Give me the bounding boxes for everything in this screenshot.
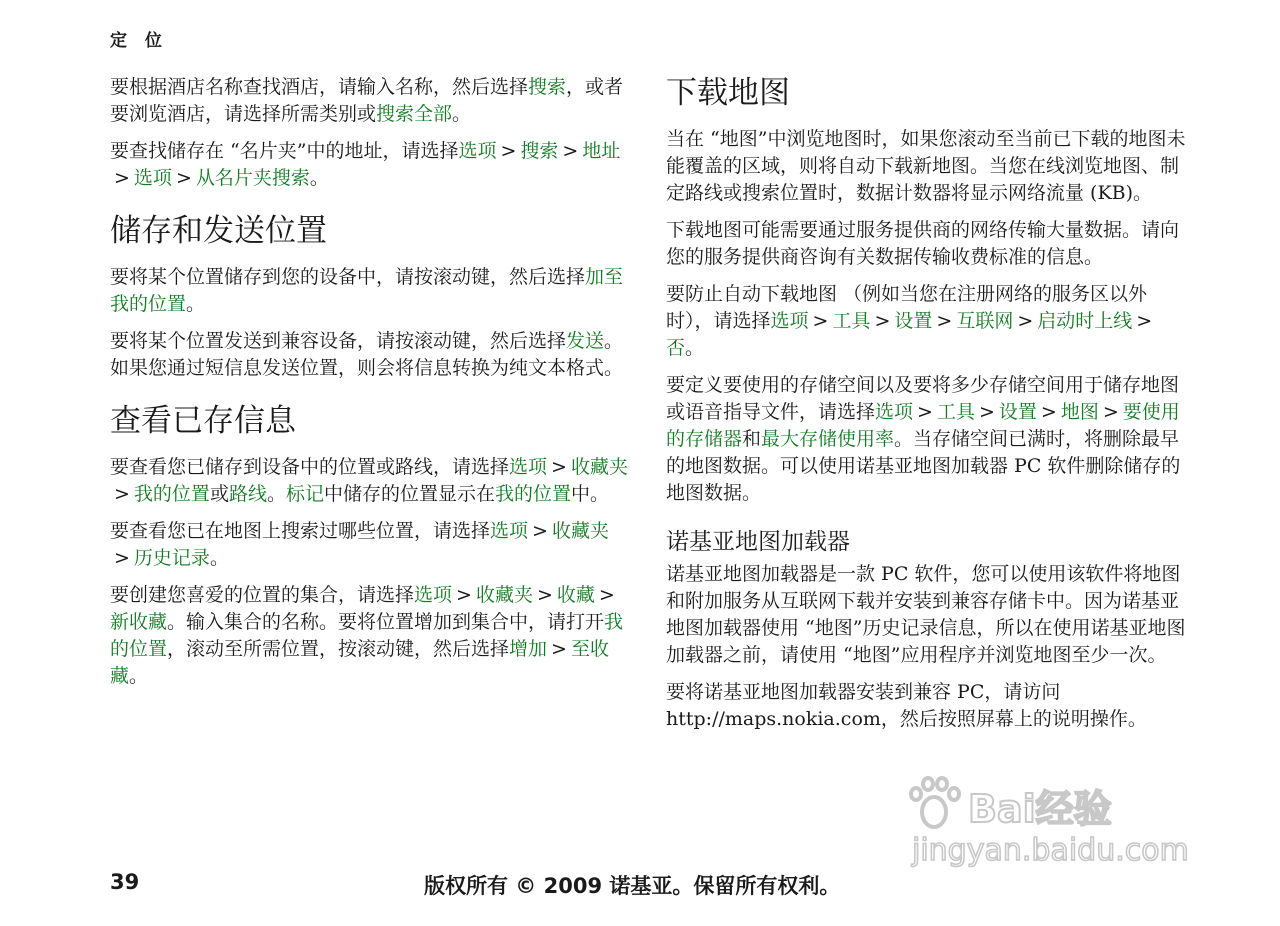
menu-term-settings: 设置	[998, 401, 1037, 423]
menu-term-collections: 收藏	[556, 584, 595, 606]
menu-term-search: 搜索	[528, 76, 567, 98]
paragraph-hotel-search: 要根据酒店名称查找酒店，请输入名称，然后选择搜索，或者要浏览酒店，请选择所需类别或搜索全部。	[110, 76, 624, 125]
separator: >	[114, 483, 130, 505]
menu-term-map: 地图	[1060, 401, 1099, 423]
separator: >	[917, 401, 933, 423]
paragraph-collections: 要创建您喜爱的位置的集合，请选择选项 > 收藏夹 > 收藏 >新收藏。输入集合的名称。要将位置增加到集合中，请打开我的位置，滚动至所需位置，按滚动键，然后选择增加 > 至收藏。	[110, 584, 624, 687]
menu-term-favourites: 收藏夹	[551, 520, 609, 542]
menu-term-options: 选项	[133, 167, 172, 189]
separator: >	[598, 584, 615, 606]
separator: >	[551, 456, 567, 478]
watermark-url-text: jingyan.baidu.com	[912, 833, 1189, 868]
menu-term-landmarks: 标记	[285, 483, 324, 505]
separator: >	[456, 584, 472, 606]
paragraph-history: 要查看您已在地图上搜索过哪些位置，请选择选项 > 收藏夹> 历史记录。	[110, 520, 609, 569]
menu-term-max-memory-usage: 最大存储使用率	[761, 428, 895, 450]
menu-term-options: 选项	[490, 520, 529, 542]
separator: >	[978, 401, 995, 423]
watermark-brand-text: Bai经验	[968, 787, 1112, 831]
heading-nokia-map-loader: 诺基亚地图加载器	[666, 529, 850, 555]
menu-term-internet: 互联网	[956, 310, 1014, 332]
menu-term-options: 选项	[414, 584, 453, 606]
menu-term-send: 发送	[566, 330, 605, 352]
menu-term-add-to-my-places: 加至我的位置	[110, 266, 624, 315]
copyright-notice: 版权所有 © 2009 诺基亚。保留所有权利。	[424, 874, 841, 898]
menu-term-search: 搜索	[520, 140, 559, 162]
paragraph-view-saved-places: 要查看您已储存到设备中的位置或路线，请选择选项 > 收藏夹> 我的位置或路线。标记中储存的位置显示在我的位置中。	[110, 456, 628, 505]
menu-term-go-online-at-start: 启动时上线	[1037, 310, 1133, 332]
separator: >	[1040, 401, 1057, 423]
menu-term-options: 选项	[770, 310, 809, 332]
paragraph-contacts-address: 要查找储存在 “名片夹”中的地址，请选择选项 > 搜索 > 地址> 选项 > 从名片夹搜索。	[110, 140, 621, 189]
menu-term-search-all: 搜索全部	[376, 103, 453, 125]
separator: >	[812, 310, 829, 332]
menu-term-my-places: 我的位置	[495, 483, 572, 505]
heading-store-send: 储存和发送位置	[110, 213, 327, 249]
paragraph-map-loader-install: 要将诺基亚地图加载器安装到兼容 PC，请访问 http://maps.nokia.com，然后按照屏幕上的说明操作。	[666, 681, 1147, 730]
separator: >	[175, 167, 192, 189]
menu-term-my-places: 我的位置	[133, 483, 210, 505]
separator: >	[1017, 310, 1034, 332]
left-column	[110, 74, 630, 700]
separator: >	[551, 638, 567, 660]
menu-term-to-collection: 至收藏	[110, 638, 609, 687]
page-number: 39	[110, 870, 140, 894]
menu-term-new-collection: 新收藏	[110, 611, 168, 633]
baidu-jingyan-watermark	[906, 772, 1206, 868]
paragraph-auto-download: 当在 “地图”中浏览地图时，如果您滚动至当前已下载的地图未能覆盖的区域，则将自动下载新地图。当您在线浏览地图、制定路线或搜索位置时，数据计数器将显示网络流量 (KB)。	[666, 128, 1186, 204]
paragraph-memory-settings: 要定义要使用的存储空间以及要将多少存储空间用于储存地图或语音指导文件，请选择选项 > 工具 > 设置 > 地图 > 要使用的存储器和最大存储使用率。当存储空间已满时，将删除最早的地图数据。可以使用诺基亚地图加载器 PC 软件删除储存的地图数据。	[666, 374, 1181, 504]
menu-term-routes: 路线	[228, 483, 267, 505]
paragraph-data-charges: 下载地图可能需要通过服务提供商的网络传输大量数据。请向您的服务提供商咨询有关数据传输收费标准的信息。	[666, 219, 1180, 268]
separator: >	[114, 167, 130, 189]
menu-term-search-from-contacts: 从名片夹搜索	[195, 167, 310, 189]
separator: >	[562, 140, 579, 162]
menu-term-memory-in-use: 要使用的存储器	[666, 401, 1180, 450]
heading-view-saved: 查看已存信息	[110, 403, 296, 439]
separator: >	[536, 584, 553, 606]
menu-term-settings: 设置	[894, 310, 933, 332]
menu-term-add: 增加	[509, 638, 548, 660]
heading-download-maps: 下载地图	[666, 75, 790, 111]
menu-term-tools: 工具	[936, 401, 975, 423]
separator: >	[532, 520, 548, 542]
separator: >	[500, 140, 517, 162]
separator: >	[114, 547, 130, 569]
separator: >	[1136, 310, 1153, 332]
paragraph-map-loader-intro: 诺基亚地图加载器是一款 PC 软件，您可以使用该软件将地图和附加服务从互联网下载并安装到兼容存储卡中。因为诺基亚地图加载器使用 “地图”历史记录信息，所以在使用诺基亚地图加载器之前，请使用 “地图”应用程序并浏览地图至少一次。	[666, 563, 1186, 666]
menu-term-history: 历史记录	[133, 547, 210, 569]
menu-term-address: 地址	[582, 140, 621, 162]
paragraph-prevent-download: 要防止自动下载地图 （例如当您在注册网络的服务区以外时），请选择选项 > 工具 > 设置 > 互联网 > 启动时上线 >否。	[666, 281, 1186, 362]
menu-term-options: 选项	[458, 140, 497, 162]
separator: >	[936, 310, 953, 332]
separator: >	[874, 310, 891, 332]
paw-logo-icon	[911, 778, 959, 827]
paragraph-store-location: 要将某个位置储存到您的设备中，请按滚动键，然后选择加至我的位置。	[110, 266, 624, 315]
running-header: 定 位	[110, 31, 168, 51]
menu-term-favourites: 收藏夹	[570, 456, 628, 478]
paragraph-send-location: 要将某个位置发送到兼容设备，请按滚动键，然后选择发送。如果您通过短信息发送位置，则会将信息转换为纯文本格式。	[110, 330, 624, 379]
menu-term-no: 否	[666, 337, 686, 359]
menu-term-options: 选项	[875, 401, 914, 423]
menu-term-favourites: 收藏夹	[475, 584, 533, 606]
menu-term-my-places: 我的位置	[110, 611, 624, 660]
separator: >	[1102, 401, 1119, 423]
menu-term-tools: 工具	[832, 310, 871, 332]
menu-term-options: 选项	[509, 456, 548, 478]
right-column	[666, 74, 1186, 743]
